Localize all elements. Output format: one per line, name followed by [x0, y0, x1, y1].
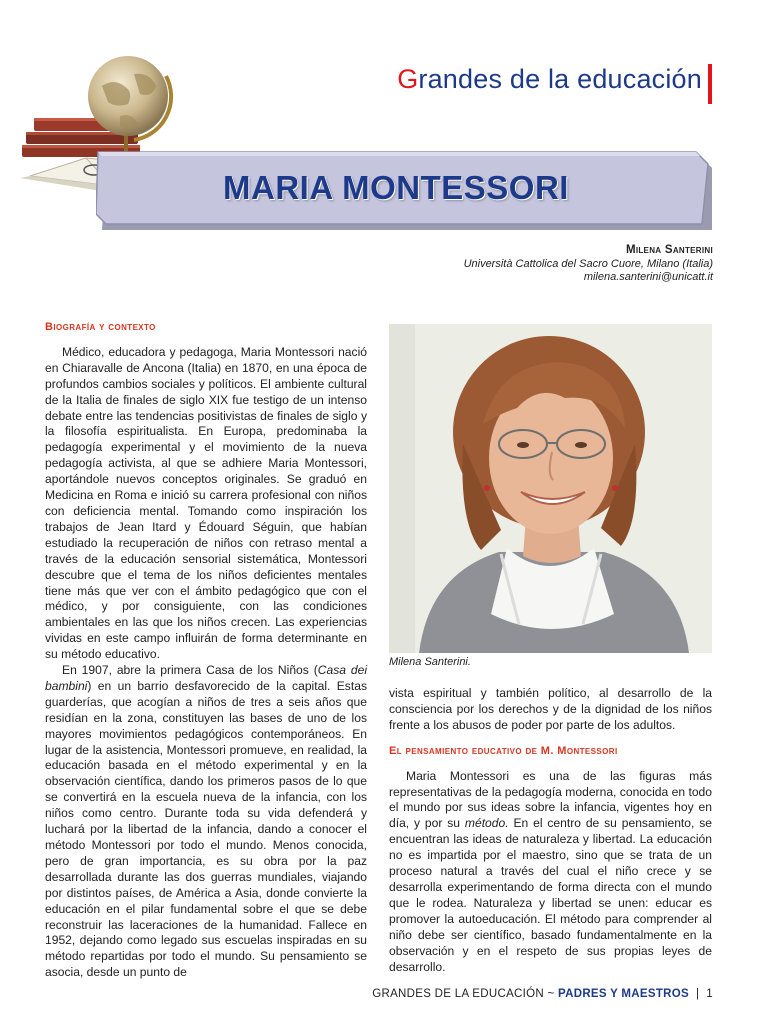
- title-banner: [96, 150, 716, 232]
- footer-publication: GRANDES DE LA EDUCACIÓN ~: [372, 988, 558, 1000]
- portrait-photo: [389, 324, 712, 653]
- section-heading-biografia: Biografía y contexto: [45, 321, 156, 333]
- footer-separator: |: [696, 988, 700, 1000]
- paragraph-pensamiento-1: [389, 769, 712, 976]
- paragraph-pensamiento-1-italic: método.: [464, 816, 509, 831]
- paragraph-biografia-continued: vista espiritual y también político, al desarrollo de la consciencia por los derechos y de la dignidad de los niños frente a los abusos de poder por parte de los adultos.: [389, 686, 712, 732]
- paragraph-biografia-2-italic: Casa dei bambini: [45, 663, 368, 693]
- page-footer: [372, 988, 713, 1000]
- section-title-initial: G: [397, 64, 419, 94]
- author-block: [464, 244, 713, 285]
- paragraph-biografia-1: Médico, educadora y pedagoga, Maria Montessori nació en Chiaravalle de Ancona (Italia) en 1870, en una época de profundos cambios sociales y políticos. El ambiente cultural de la Italia de finales de siglo XIX fue testigo de un intenso debate entre las tendencias positivistas de finales de siglo y la filosofía espiritualista. En Europa, predominaba la pedagogía experimental y el movimiento de la nueva pedagogía activista, al que se adhiere Maria Montessori, aportándole nuevos conceptos originales. Se graduó en Medicina en Roma e inició su carrera profesional con niños con deficiencia mental. Tomando como inspiración los trabajos de Jean Itard y Édouard Séguin, que habían estudiado la recuperación de niños con retraso mental a través de la educación sensorial sistemática, Montessori descubre que el tema de los niños deficientes mentales tiene más que ver con el ámbito pedagógico que con el médico, y por consiguiente, con las condiciones ambientales en las que los niños crecen. Las experiencias vividas en este campo influirán de forma determinante en su método educativo.: [45, 344, 367, 662]
- title-rule: [708, 64, 712, 104]
- section-title-rest: randes de la educación: [418, 64, 702, 94]
- author-name: Milena Santerini: [625, 244, 713, 256]
- section-heading-pensamiento: El pensamiento educativo de M. Montessori: [389, 744, 618, 757]
- paragraph-biografia-2: [45, 663, 367, 981]
- page-number: 1: [706, 988, 713, 1000]
- right-column: [389, 686, 712, 975]
- left-column: [45, 320, 367, 981]
- paragraph-biografia-2-b: ) en un barrio desfavorecido de la capital. Estas guarderías, que acogían a niños de tres a seis años que residían en la zona, constituyen las bases de uno de los mayores movimientos pedagógicos contemporáneos. En lugar de la asistencia, Montessori promueve, en realidad, la educación basada en el método experimental y en la observación científica, dando los primeros pasos de lo que se convertirá en la escuela nueva de la infancia, con los niños como centro. Durante toda su vida defenderá y luchará por la libertad de la infancia, dando a conocer el método Montessori por todo el mundo. Menos conocida, pero de gran importancia, es su obra por la paz desarrollada durante las dos guerras mundiales, viajando por distintos países, de América a Asia, donde convierte la educación en el pilar fundamental sobre el que se debe reconstruir las laceraciones de la humanidad. Fallece en 1952, dejando como legado sus escuelas inspiradas en su método repartidas por todo el mundo. Su pensamiento se asocia, desde un punto de: [45, 678, 367, 980]
- author-affiliation: Università Cattolica del Sacro Cuore, Milano (Italia): [463, 257, 713, 270]
- paragraph-pensamiento-1-b: En el centro de su pensamiento, se encuentran las ideas de naturaleza y libertad. La educación no es impartida por el maestro, sino que se trata de un proceso natural a través del cual el niño crece y se desarrolla experimentando de forma directa con el mundo que le rodea. Naturaleza y libertad se unen: educar es promover la autoeducación. El método para comprender al niño debe ser científico, basado fundamentalmente en la observación y en el respeto de sus propias leyes de desarrollo.: [389, 816, 712, 974]
- footer-brand: PADRES Y MAESTROS: [558, 988, 689, 1000]
- page-title: MARIA MONTESSORI: [223, 169, 569, 206]
- paragraph-biografia-2-a: En 1907, abre la primera Casa de los Niños (: [62, 663, 318, 678]
- section-title: [397, 64, 702, 95]
- portrait-image: [389, 324, 712, 653]
- author-email: milena.santerini@unicatt.it: [583, 271, 713, 283]
- paragraph-pensamiento-1-a: Maria Montessori es una de las figuras más representativas de la pedagogía moderna, conocida en todo el mundo por sus ideas sobre la infancia, vigentes hoy en día, y por su: [389, 768, 712, 831]
- photo-caption: Milena Santerini.: [389, 656, 471, 668]
